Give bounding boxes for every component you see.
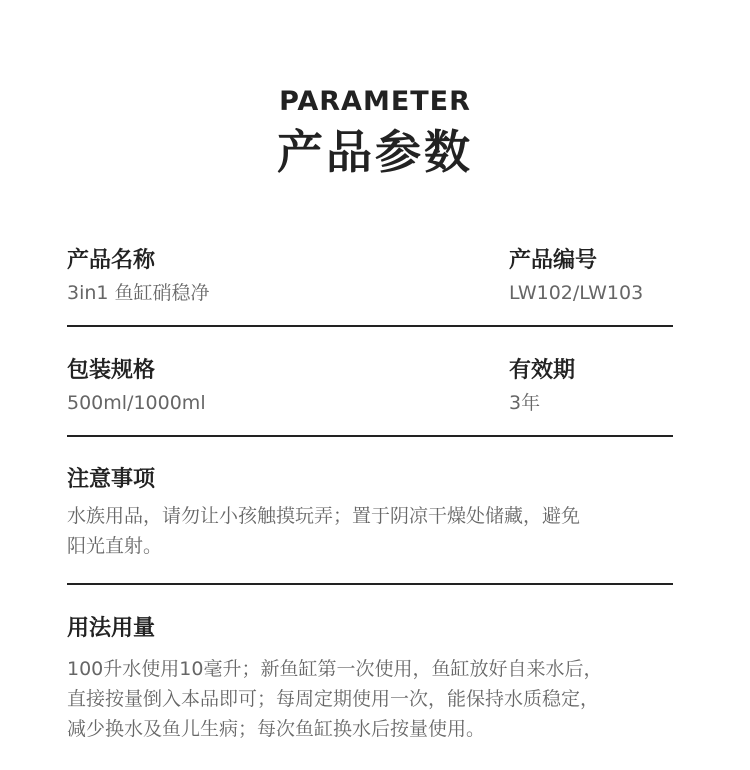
notice-label: 注意事项	[67, 467, 156, 492]
usage-line: 直接按量倒入本品即可；每周定期使用一次，能保持水质稳定，	[67, 688, 600, 710]
divider-1	[67, 325, 673, 327]
shelf-life-block	[509, 356, 575, 418]
row-product-info	[67, 246, 673, 310]
package-spec-value: 500ml/1000ml	[67, 392, 206, 414]
usage-line: 100升水使用10毫升；新鱼缸第一次使用，鱼缸放好自来水后，	[67, 658, 603, 680]
product-name-value: 3in1 鱼缸硝稳净	[67, 282, 210, 304]
row-package-info	[67, 356, 673, 420]
divider-3	[67, 583, 673, 585]
divider-2	[67, 435, 673, 437]
product-code-label: 产品编号	[509, 248, 598, 273]
usage-text	[67, 654, 673, 744]
notice-line: 水族用品，请勿让小孩触摸玩弄；置于阴凉干燥处储藏，避免	[67, 505, 581, 527]
notice-section	[67, 465, 673, 561]
header-title-en: PARAMETER	[279, 86, 471, 117]
usage-label: 用法用量	[67, 616, 156, 641]
header-title-cn: 产品参数	[277, 125, 473, 179]
shelf-life-label: 有效期	[509, 358, 576, 383]
product-name-block	[67, 246, 210, 308]
product-name-label: 产品名称	[67, 248, 156, 273]
shelf-life-value: 3年	[509, 392, 541, 414]
usage-section	[67, 614, 673, 744]
notice-line: 阳光直射。	[67, 535, 163, 557]
package-spec-label: 包装规格	[67, 358, 156, 383]
product-code-value: LW102/LW103	[509, 282, 644, 304]
product-code-block	[509, 246, 643, 308]
notice-text	[67, 501, 673, 561]
usage-line: 减少换水及鱼儿生病；每次鱼缸换水后按量使用。	[67, 718, 486, 740]
package-spec-block	[67, 356, 206, 418]
